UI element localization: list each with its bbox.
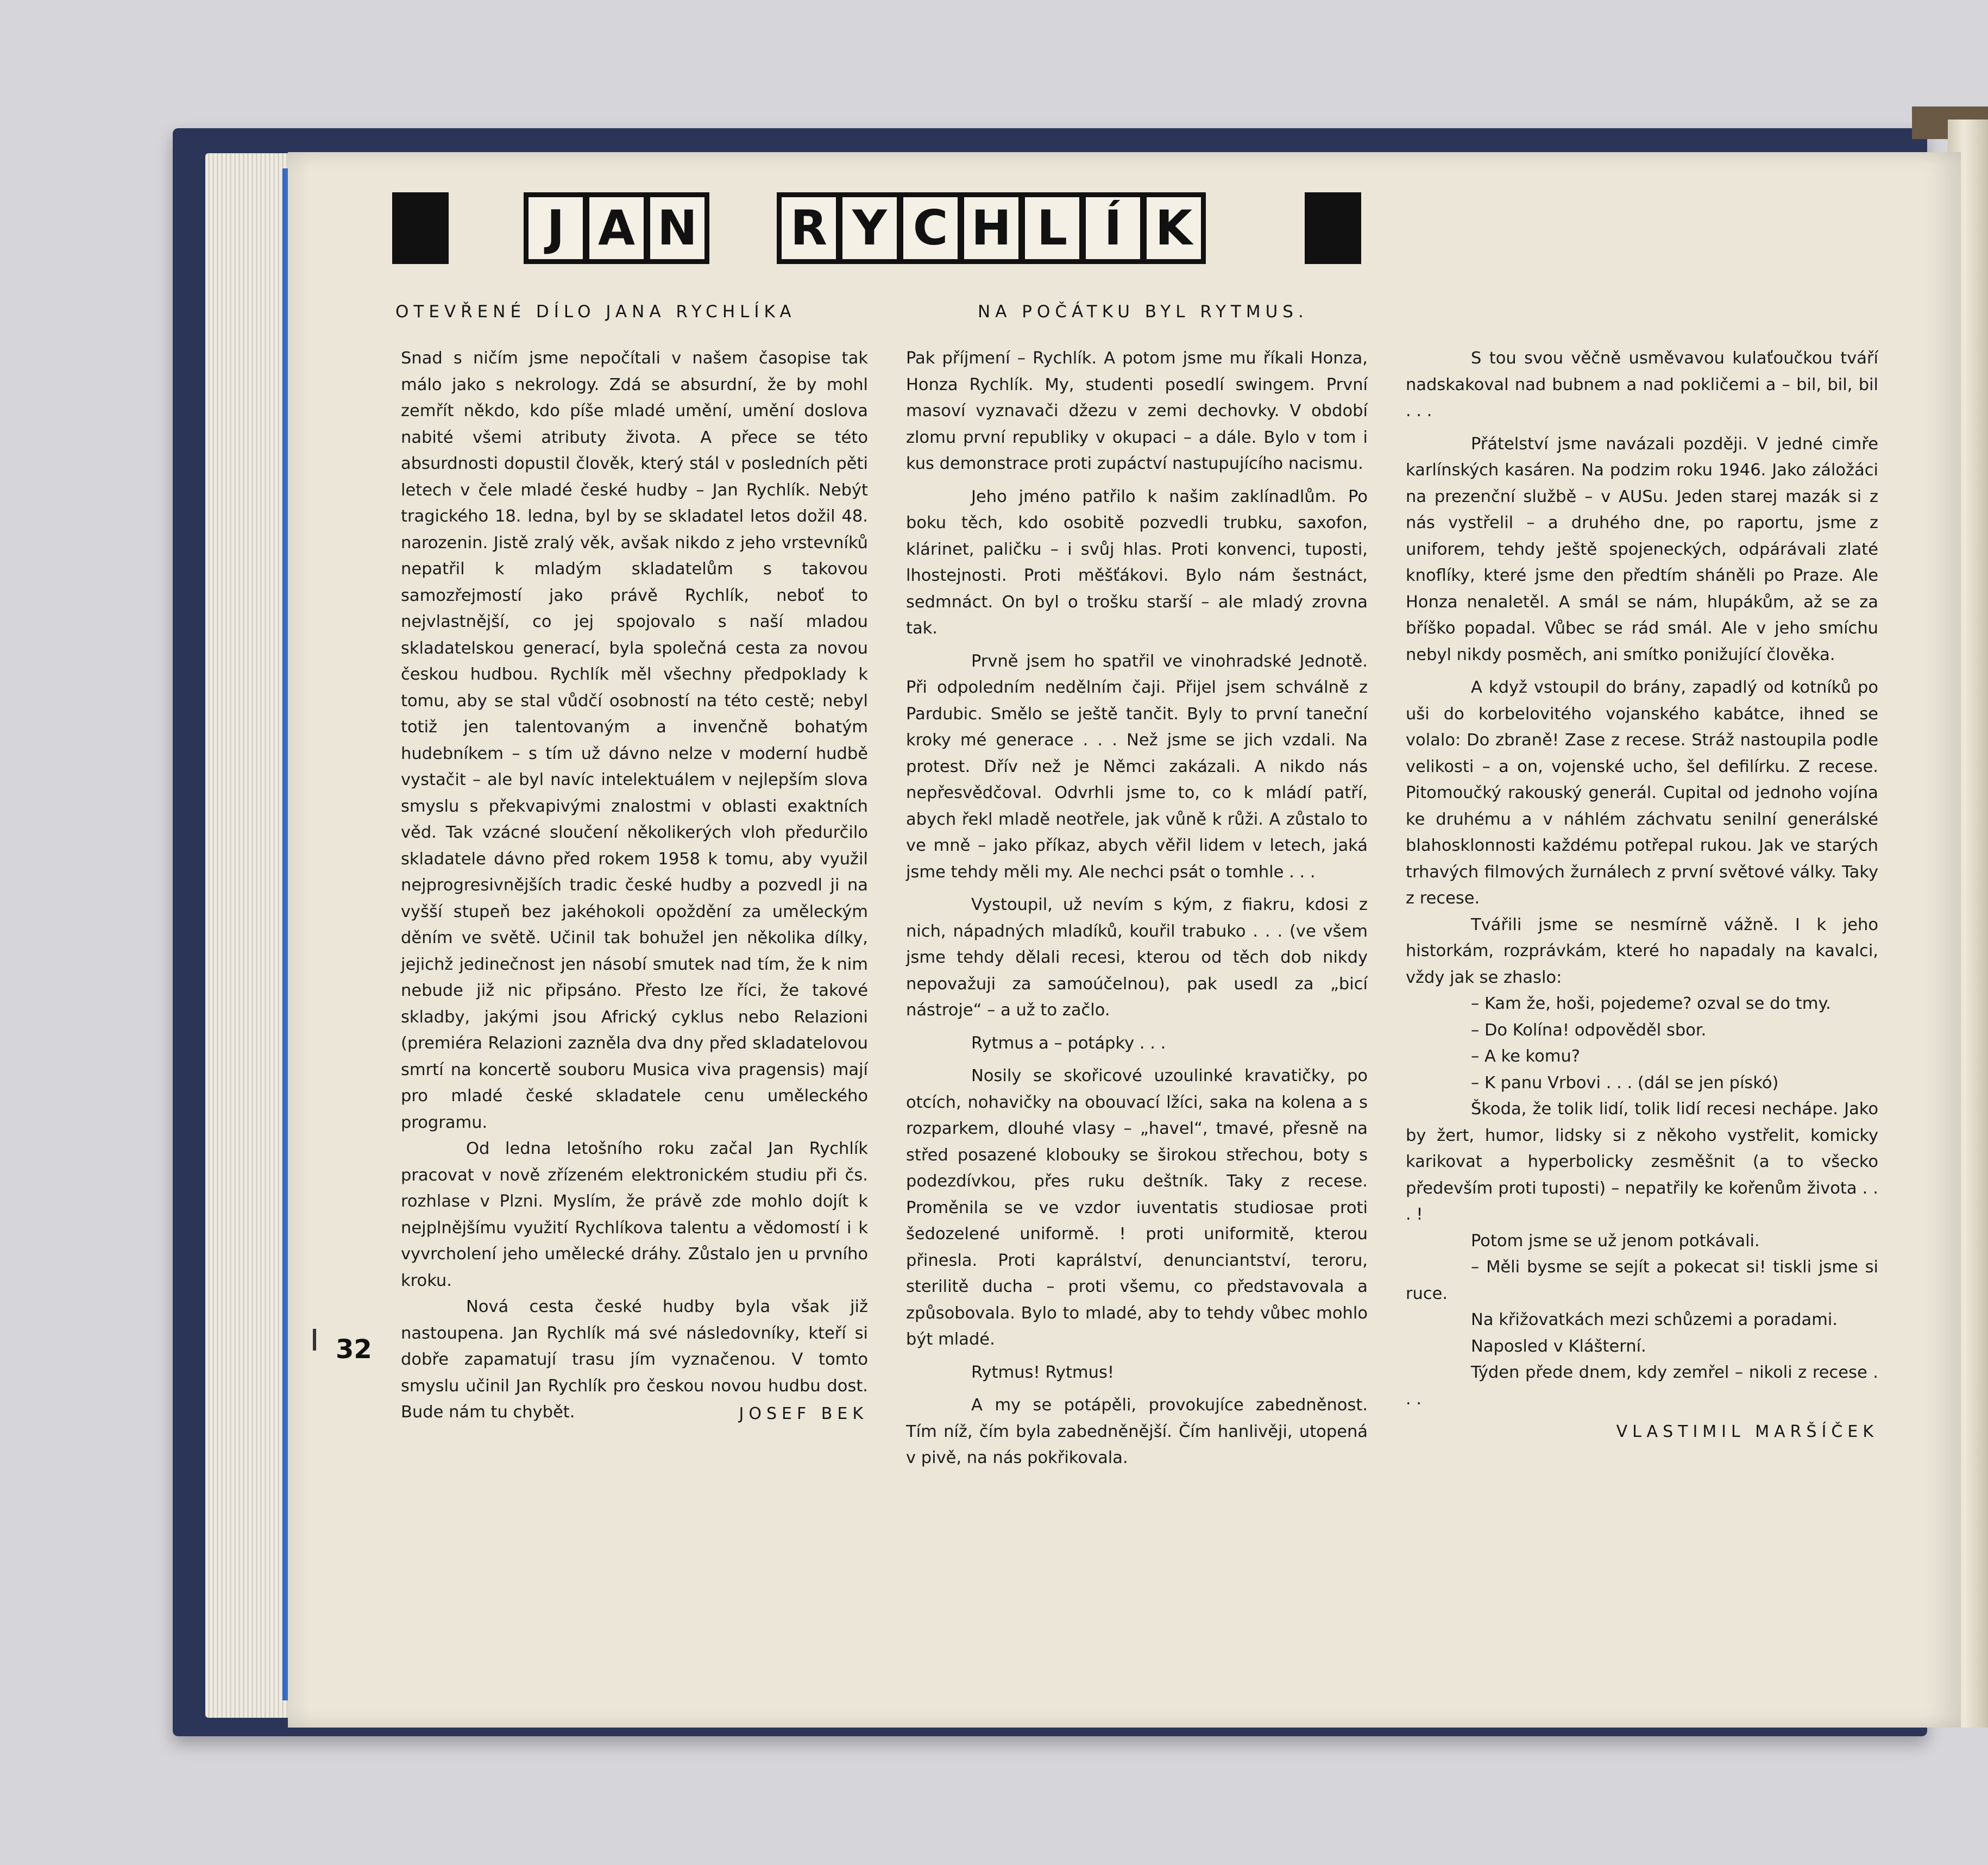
title-letter: Y: [838, 192, 902, 264]
paragraph: Jeho jméno patřilo k našim zaklínadlům. Po boku těch, kdo osobitě pozvedli trubku, saxofon, klárinet, paličku – i svůj hlas. Proti konvenci, tuposti, lhostejnosti. Proti měšťákovi. Bylo nám šestnáct, sedmnáct. On byl o trošku starší – ale mladý zrovna tak.: [906, 487, 1368, 638]
title-block-right: [1305, 192, 1361, 264]
paragraph: Přátelství jsme navázali později. V jedné cimře karlínských kasáren. Na podzim roku 1946. Jako záložáci na prezenční službě – v AUSu. Jeden starej mazák si z nás vystřelil – a druhého dne, po raportu, jsme z uniforem, tehdy ještě spojeneckých, odpárávali zlaté knoflíky, které jsme den předtím sháněli po Praze. Ale Honza nenaletěl. A smál se nám, hlupákům, až se za bříško popadal. Vůbec se rád smál. Ale v jeho smíchu nebyl nikdy posměch, ani smítko ponižující člověka.: [1406, 434, 1878, 664]
title-letter: R: [777, 192, 841, 264]
paragraph: – A ke komu?: [1471, 1047, 1581, 1066]
paragraph: Nová cesta české hudby byla však již nastoupena. Jan Rychlík má své následovníky, kteří si dobře zapamatují trasu jím vyznačenou. V tomto smyslu učinil Jan Rychlík pro českou novou hudbu dost. Bude nám tu chybět.: [401, 1297, 868, 1422]
paragraph: Prvně jsem ho spatřil ve vinohradské Jednotě. Při odpoledním nedělním čaji. Přijel jsem schválně z Pardubic. Smělo se ještě tančit. Byly to první taneční kroky mé generace . . . Než jsme se jich vzdali. Na protest. Dřív než je Němci zakázali. A nikdo nás nepřesvědčoval. Odvrhli jsme to, co k mládí patří, abych řekl mladě neotřele, jak vůně k růži. A zůstalo to ve mně – jako příkaz, abych věřil lidem v letech, jaká jsme tehdy měli my. Ale nechci psát o tomhle . . .: [906, 651, 1368, 882]
paragraph: Snad s ničím jsme nepočítali v našem časopise tak málo jako s nekrology. Zdá se absurdní, že by mohl zemřít někdo, kdo píše mladé umění, umění doslova nabité všemi atributy života. A přece se této absurdnosti dopustil člověk, který stál v posledních pěti letech v čele mladé české hudby – Jan Rychlík. Nebýt tragického 18. ledna, byl by se skladatel letos dožil 48. narozenin. Jistě zralý věk, avšak nikdo z jeho vrstevníků nepatřil k mladým skladatelům s takovou samozřejmostí jako právě Rychlík, neboť to nejvlastnější, co jej spojovalo s naší mladou skladatelskou generací, byla společná cesta za novou českou hudbou. Rychlík měl všechny předpoklady k tomu, aby se stal vůdčí osobností na této cestě; nebyl totiž jen talentovaným a invenčně bohatým hudebníkem – s tím už dávno nelze v moderní hudbě vystačit – ale byl navíc intelektuálem v nejlepším slova smyslu s překvapivými znalostmi v oblasti exaktních věd. Tak vzácné sloučení několikerých vloh předurčilo skladatele dávno před rokem 1958 k tomu, aby využil nejprogresivnějších tradic české hudby a pozvedl ji na vyšší stupeň bez jakéhokoli opoždění za uměleckým děním ve světě. Učinil tak bohužel jen několika dílky, jejichž jedinečnost jen násobí smutek nad tím, že k nim nebude již nic připsáno. Přesto lze říci, že takové skladby, jakými jsou Africký cyklus nebo Relazioni (premiéra Relazioni zazněla dva dny před skladatelovou smrtí na koncertě souboru Musica viva pragensis) mají pro mladé české skladatele cenu uměleckého programu.: [401, 349, 868, 1132]
paragraph: Nosily se skořicové uzoulinké kravatičky, po otcích, nohavičky na obouvací lžíci, saka na kolena a s rozparkem, dlouhé vlasy – „havel“, tmavé, přesně na střed posazené klobouky se širokou střechou, boty s podezdívkou, přes ruku deštník. Taky z recese. Proměnila se ve vzdor iuventatis studiosae proti šedozelené uniformě. ! proti uniformitě, kterou přinesla. Proti kaprálství, denunciantství, teroru, sterilitě ducha – proti všemu, co představovala a způsobovala. Bylo to mladé, aby to tehdy vůbec mohlo být mladé.: [906, 1066, 1368, 1349]
column-heading: NA POČÁTKU BYL RYTMUS.: [978, 302, 1308, 322]
paragraph: Škoda, že tolik lidí, tolik lidí recesi nechápe. Jako by žert, humor, lidsky si z někoho vystřelit, komicky karikovat a hyperbolicky zesměšnit (a to všecko především proti tuposti) – nepatřily ke kořenům života . . . !: [1406, 1100, 1878, 1224]
author-signature: VLASTIMIL MARŠÍČEK: [1616, 1422, 1878, 1441]
article-column-1: [401, 346, 868, 1427]
paragraph: – Do Kolína! odpověděl sbor.: [1471, 1020, 1707, 1040]
paragraph: S tou svou věčně usměvavou kulaťoučkou tváří nadskakoval nad bubnem a nad pokličemi a – bil, bil, bil . . .: [1406, 349, 1878, 420]
paragraph: A když vstoupil do brány, zapadlý od kotníků po uši do korbelovitého vojanského kabátce, ihned se volalo: Do zbraně! Zase z recese. Stráž nastoupila podle velikosti – a on, vojenské ucho, šel defilírku. Z recese. Pitomoučký rakouský generál. Cupital od jednoho vojína ke druhému a v náhlém záchvatu senilní generálské blahosklonnosti každému potřepal rukou. Jak ve starých trhavých filmových žurnálech z první světové války. Taky z recese.: [1406, 678, 1878, 908]
paragraph: Rytmus! Rytmus!: [971, 1362, 1115, 1382]
paragraph: Týden přede dnem, kdy zemřel – nikoli z recese . . .: [1406, 1363, 1878, 1409]
author-signature: JOSEF BEK: [739, 1404, 868, 1423]
column-heading: OTEVŘENÉ DÍLO JANA RYCHLÍKA: [395, 302, 796, 322]
article-column-3: [1406, 346, 1878, 1446]
page-margin-mark: [313, 1329, 316, 1351]
paragraph: – K panu Vrbovi . . . (dál se jen pískó): [1471, 1073, 1779, 1092]
paragraph: – Měli bysme se sejít a pokecat si! tiskli jsme si ruce.: [1406, 1258, 1878, 1303]
title-letter: Í: [1081, 192, 1145, 264]
paragraph: Na křižovatkách mezi schůzemi a poradami.: [1471, 1310, 1838, 1329]
paragraph: – Kam že, hoši, pojedeme? ozval se do tmy.: [1471, 994, 1831, 1013]
title-letter: L: [1020, 192, 1084, 264]
paragraph: Pak příjmení – Rychlík. A potom jsme mu říkali Honza, Honza Rychlík. My, studenti posedlí swingem. První masoví vyznavači džezu v zemi dechovky. V období zlomu první republiky v okupaci – a dále. Bylo v tom i kus demonstrace proti zupáctví nastupujícího nacismu.: [906, 349, 1368, 473]
title-letter: C: [898, 192, 962, 264]
title-letter: K: [1142, 192, 1206, 264]
paragraph: Naposled v Klášterní.: [1471, 1336, 1646, 1356]
paragraph: Tvářili jsme se nesmírně vážně. I k jeho historkám, rozprávkám, které ho napadaly na kavalci, vždy jak se zhaslo:: [1406, 915, 1878, 987]
paragraph: A my se potápěli, provokujíce zabedněnost. Tím níž, čím byla zabedněnější. Čím hanlivěji, utopená v pivě, na nás pokřikovala.: [906, 1396, 1368, 1467]
paragraph: Vystoupil, už nevím s kým, z fiakru, kdosi z nich, nápadných mladíků, kouřil trabuko . . . (ve všem jsme tehdy dělali recesi, kterou od těch dob nikdy nepovažuji za samoúčelnou), pak usedl za „bicí nástroje“ – a už to začlo.: [906, 895, 1368, 1020]
title-letter: A: [584, 192, 649, 264]
article-column-2: [906, 346, 1368, 1472]
paragraph: Od ledna letošního roku začal Jan Rychlík pracovat v nově zřízeném elektronickém studiu při čs. rozhlase v Plzni. Myslím, že právě zde mohlo dojít k nejplnějšímu využití Rychlíkova talentu a vědomostí i k vyvrcholení jeho umělecké dráhy. Zůstalo jen u prvního kroku.: [401, 1139, 868, 1290]
page-number: 32: [336, 1334, 372, 1365]
paragraph: Rytmus a – potápky . . .: [971, 1033, 1166, 1053]
title-letter: J: [524, 192, 588, 264]
title-block-left: [392, 192, 449, 264]
paragraph: Potom jsme se už jenom potkávali.: [1471, 1231, 1760, 1251]
title-letter: N: [645, 192, 709, 264]
title-letter: H: [959, 192, 1023, 264]
